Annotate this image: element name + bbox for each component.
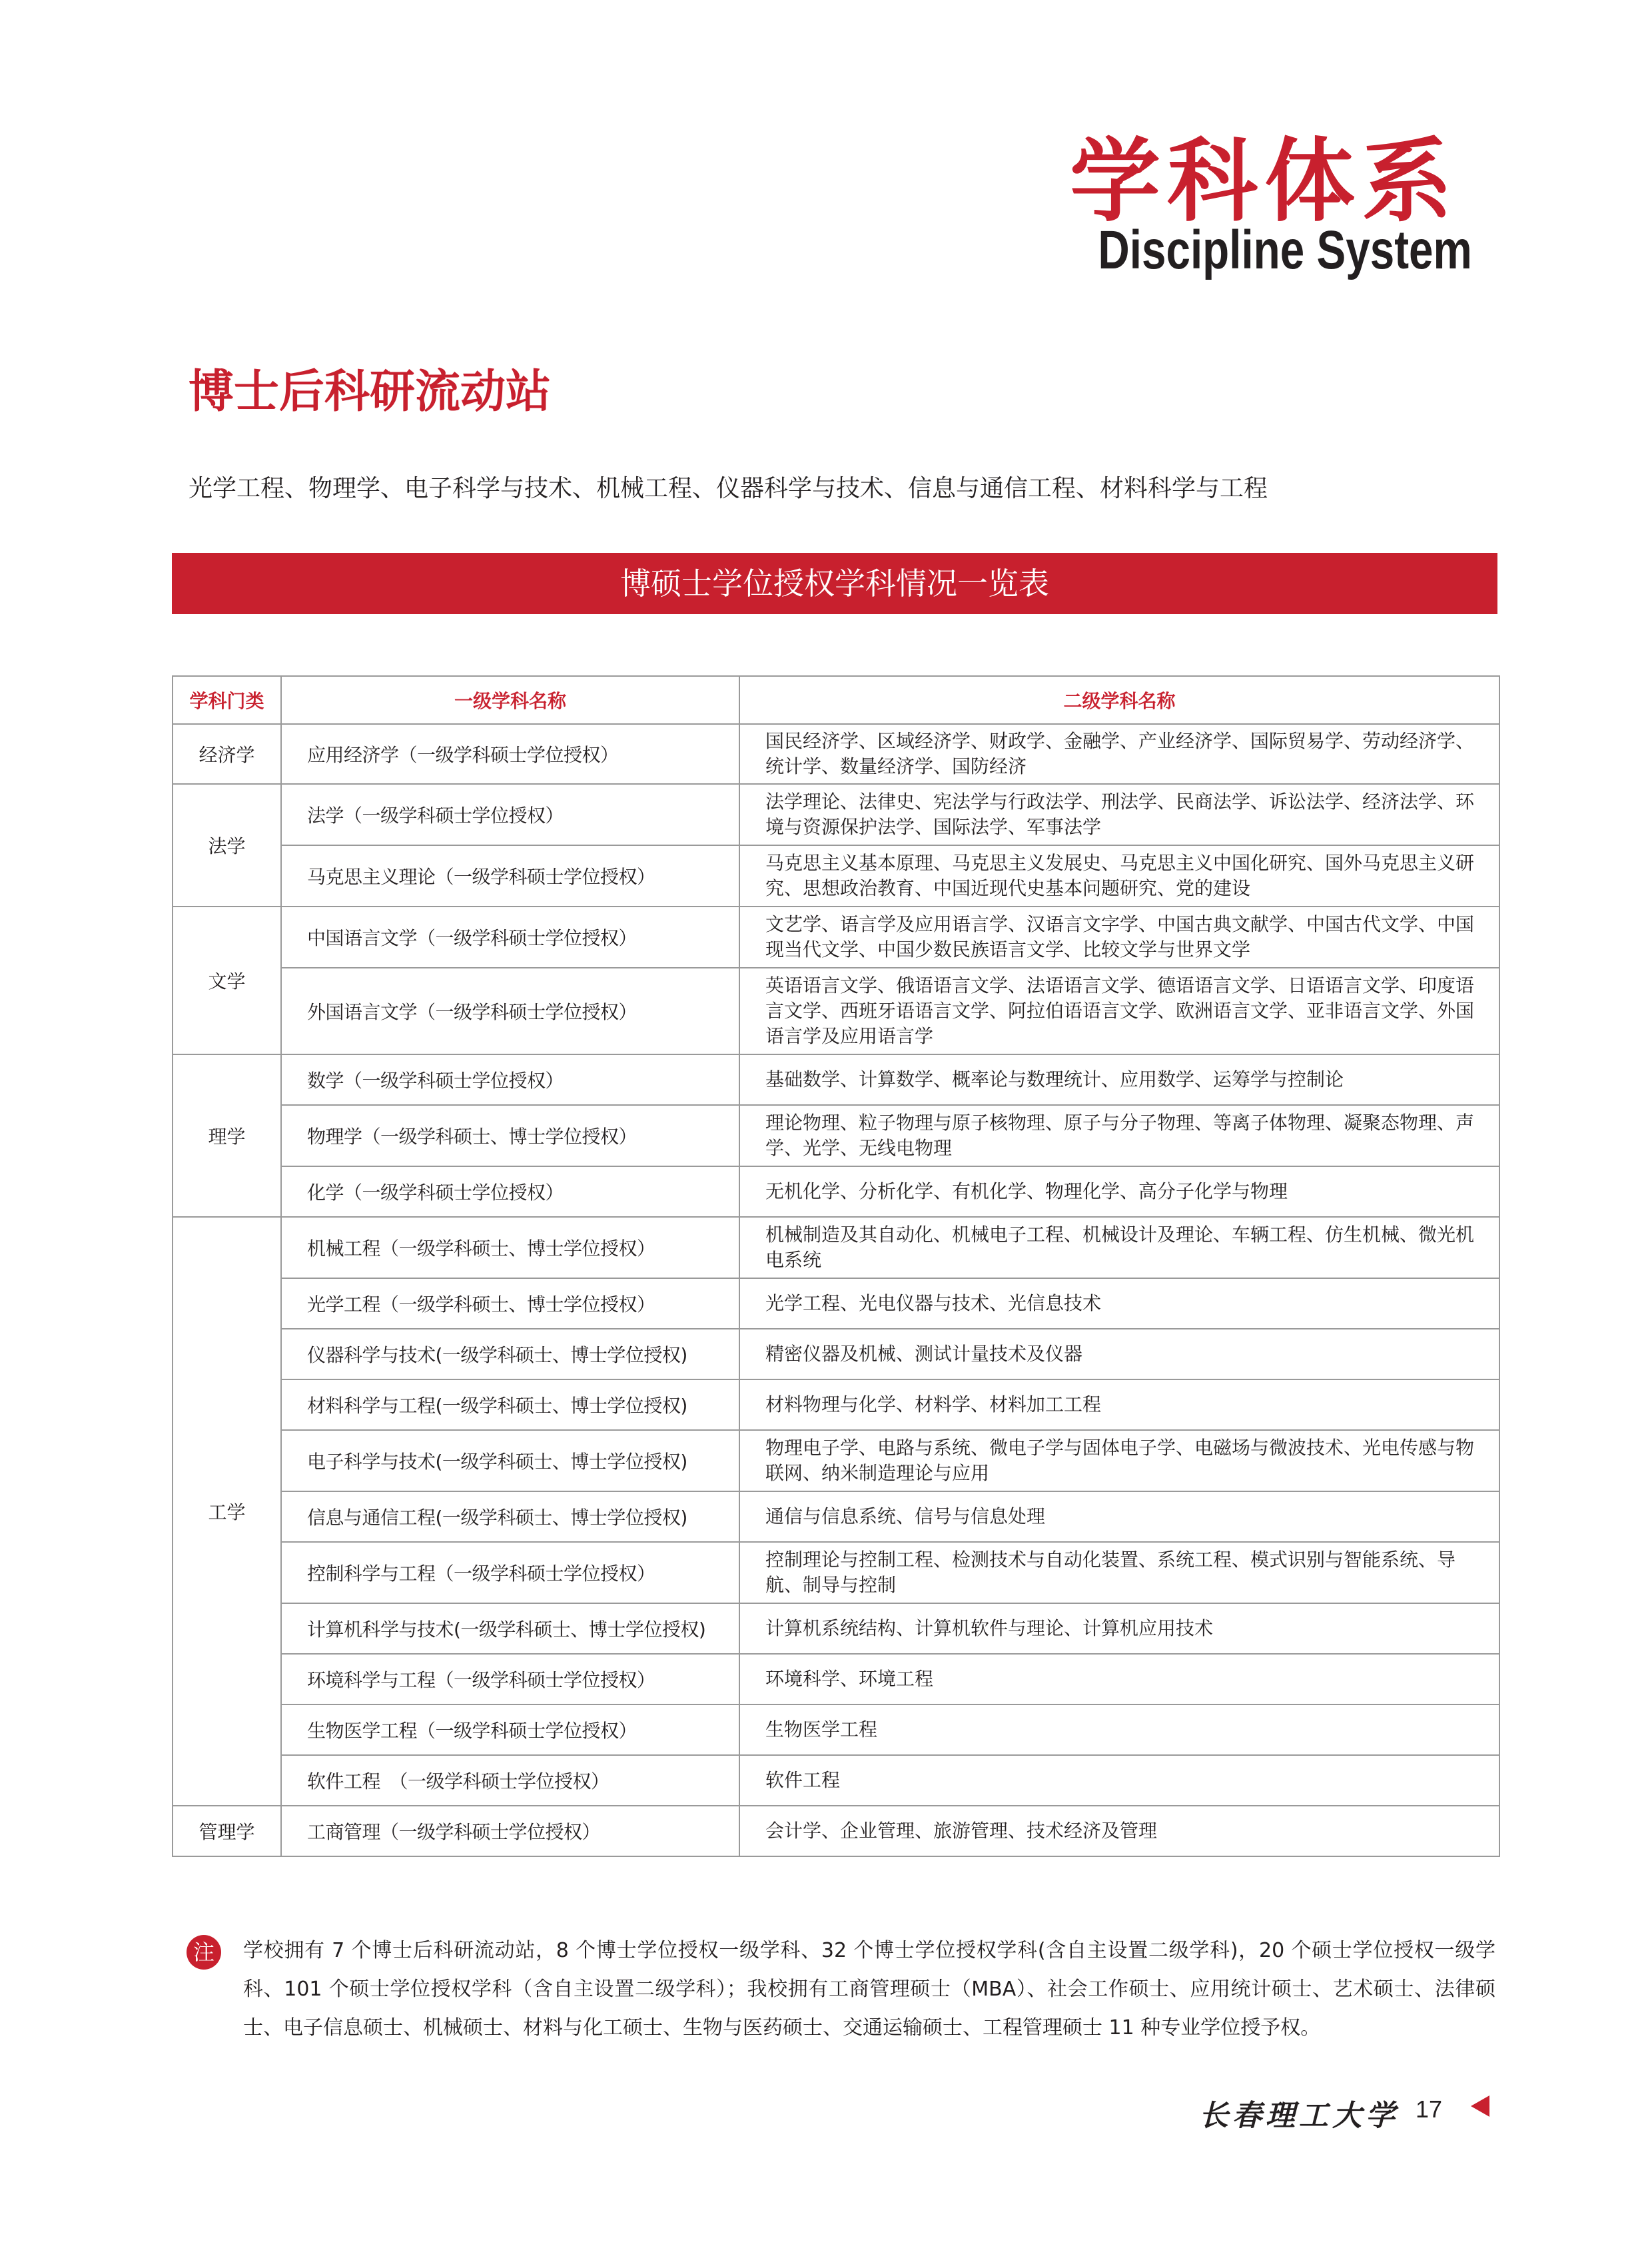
level2-cell: 基础数学、计算数学、概率论与数理统计、应用数学、运筹学与控制论 [739,1054,1499,1105]
note-text: 学校拥有 7 个博士后科研流动站，8 个博士学位授权一级学科、32 个博士学位授权学科(含自主设置二级学科)，20 个硕士学位授权一级学科、101 个硕士学位授权学科（含自主设置二级学科）；我校拥有工商管理硕士（MBA）、社会工作硕士、应用统计硕士、艺术硕士、法律硕士、电子信息硕士、机械硕士、材料与化工硕士、生物与医药硕士、交通运输硕士、工程管理硕士 11 种专业学位授予权。 [243,1939,1495,2040]
category-cell: 法学 [173,784,281,907]
table-row [173,845,1499,907]
category-cell: 管理学 [173,1806,281,1856]
header-title-en: Discipline System [1098,220,1472,280]
category-cell: 文学 [173,907,281,1054]
level1-cell: 工商管理（一级学科硕士学位授权） [281,1806,739,1856]
level1-cell: 外国语言文学（一级学科硕士学位授权） [281,968,739,1054]
table-row [173,1755,1499,1806]
table-row [173,1329,1499,1379]
table-row [173,1542,1499,1603]
page-number: 17 [1416,2095,1443,2123]
level2-cell: 英语语言文学、俄语语言文学、法语语言文学、德语语言文学、日语语言文学、印度语言文学、西班牙语语言文学、阿拉伯语语言文学、欧洲语言文学、亚非语言文学、外国语言学及应用语言学 [739,968,1499,1054]
level1-cell: 计算机科学与技术(一级学科硕士、博士学位授权) [281,1603,739,1654]
note-icon: 注 [187,1935,221,1970]
level2-cell: 机械制造及其自动化、机械电子工程、机械设计及理论、车辆工程、仿生机械、微光机电系统 [739,1217,1499,1278]
level2-cell: 法学理论、法律史、宪法学与行政法学、刑法学、民商法学、诉讼法学、经济法学、环境与资源保护法学、国际法学、军事法学 [739,784,1499,845]
level1-cell: 光学工程（一级学科硕士、博士学位授权） [281,1278,739,1329]
level2-cell: 会计学、企业管理、旅游管理、技术经济及管理 [739,1806,1499,1856]
level2-cell: 无机化学、分析化学、有机化学、物理化学、高分子化学与物理 [739,1166,1499,1217]
postdoc-list: 光学工程、物理学、电子科学与技术、机械工程、仪器科学与技术、信息与通信工程、材料科学与工程 [189,475,1268,502]
level1-cell: 控制科学与工程（一级学科硕士学位授权） [281,1542,739,1603]
level2-cell: 马克思主义基本原理、马克思主义发展史、马克思主义中国化研究、国外马克思主义研究、思想政治教育、中国近现代史基本问题研究、党的建设 [739,845,1499,907]
table-row [173,784,1499,845]
table-row [173,724,1499,784]
level1-cell: 化学（一级学科硕士学位授权） [281,1166,739,1217]
header-category: 学科门类 [173,676,281,724]
header-level2: 二级学科名称 [739,676,1499,724]
page-arrow-icon [1471,2095,1489,2117]
level1-cell: 生物医学工程（一级学科硕士学位授权） [281,1704,739,1755]
level1-cell: 马克思主义理论（一级学科硕士学位授权） [281,845,739,907]
table-row [173,968,1499,1054]
level2-cell: 物理电子学、电路与系统、微电子学与固体电子学、电磁场与微波技术、光电传感与物联网、纳米制造理论与应用 [739,1430,1499,1491]
table-body [173,724,1499,1856]
postdoc-title: 博士后科研流动站 [189,366,552,418]
table-row [173,1806,1499,1856]
table-row [173,1491,1499,1542]
level2-cell: 软件工程 [739,1755,1499,1806]
level2-cell: 光学工程、光电仪器与技术、光信息技术 [739,1278,1499,1329]
level1-cell: 机械工程（一级学科硕士、博士学位授权） [281,1217,739,1278]
table-row [173,1054,1499,1105]
level1-cell: 材料科学与工程(一级学科硕士、博士学位授权) [281,1379,739,1430]
level2-cell: 文艺学、语言学及应用语言学、汉语言文字学、中国古典文献学、中国古代文学、中国现当代文学、中国少数民族语言文学、比较文学与世界文学 [739,907,1499,968]
table-row [173,1217,1499,1278]
table-row [173,1654,1499,1704]
level2-cell: 材料物理与化学、材料学、材料加工工程 [739,1379,1499,1430]
table-row [173,1105,1499,1166]
level1-cell: 电子科学与技术(一级学科硕士、博士学位授权) [281,1430,739,1491]
level2-cell: 国民经济学、区域经济学、财政学、金融学、产业经济学、国际贸易学、劳动经济学、统计学、数量经济学、国防经济 [739,724,1499,784]
table-row [173,1278,1499,1329]
level1-cell: 仪器科学与技术(一级学科硕士、博士学位授权) [281,1329,739,1379]
table-row [173,1430,1499,1491]
header-title-cn: 学科体系 [1070,129,1459,234]
category-cell: 工学 [173,1217,281,1806]
table-row [173,1166,1499,1217]
level1-cell: 中国语言文学（一级学科硕士学位授权） [281,907,739,968]
table-row [173,1603,1499,1654]
level1-cell: 软件工程 （一级学科硕士学位授权） [281,1755,739,1806]
level1-cell: 数学（一级学科硕士学位授权） [281,1054,739,1105]
table-banner: 博硕士学位授权学科情况一览表 [172,553,1497,614]
level1-cell: 物理学（一级学科硕士、博士学位授权） [281,1105,739,1166]
category-cell: 理学 [173,1054,281,1217]
level2-cell: 计算机系统结构、计算机软件与理论、计算机应用技术 [739,1603,1499,1654]
level2-cell: 控制理论与控制工程、检测技术与自动化装置、系统工程、模式识别与智能系统、导航、制导与控制 [739,1542,1499,1603]
level2-cell: 精密仪器及机械、测试计量技术及仪器 [739,1329,1499,1379]
table-row [173,907,1499,968]
level2-cell: 生物医学工程 [739,1704,1499,1755]
level1-cell: 环境科学与工程（一级学科硕士学位授权） [281,1654,739,1704]
level1-cell: 信息与通信工程(一级学科硕士、博士学位授权) [281,1491,739,1542]
discipline-table [172,675,1500,1857]
level2-cell: 通信与信息系统、信号与信息处理 [739,1491,1499,1542]
header-level1: 一级学科名称 [281,676,739,724]
footer-university: 长春理工大学 [1199,2099,1399,2133]
level1-cell: 应用经济学（一级学科硕士学位授权） [281,724,739,784]
level2-cell: 理论物理、粒子物理与原子核物理、原子与分子物理、等离子体物理、凝聚态物理、声学、光学、无线电物理 [739,1105,1499,1166]
table-row [173,1704,1499,1755]
level1-cell: 法学（一级学科硕士学位授权） [281,784,739,845]
category-cell: 经济学 [173,724,281,784]
level2-cell: 环境科学、环境工程 [739,1654,1499,1704]
table-header-row [173,676,1499,724]
table-row [173,1379,1499,1430]
